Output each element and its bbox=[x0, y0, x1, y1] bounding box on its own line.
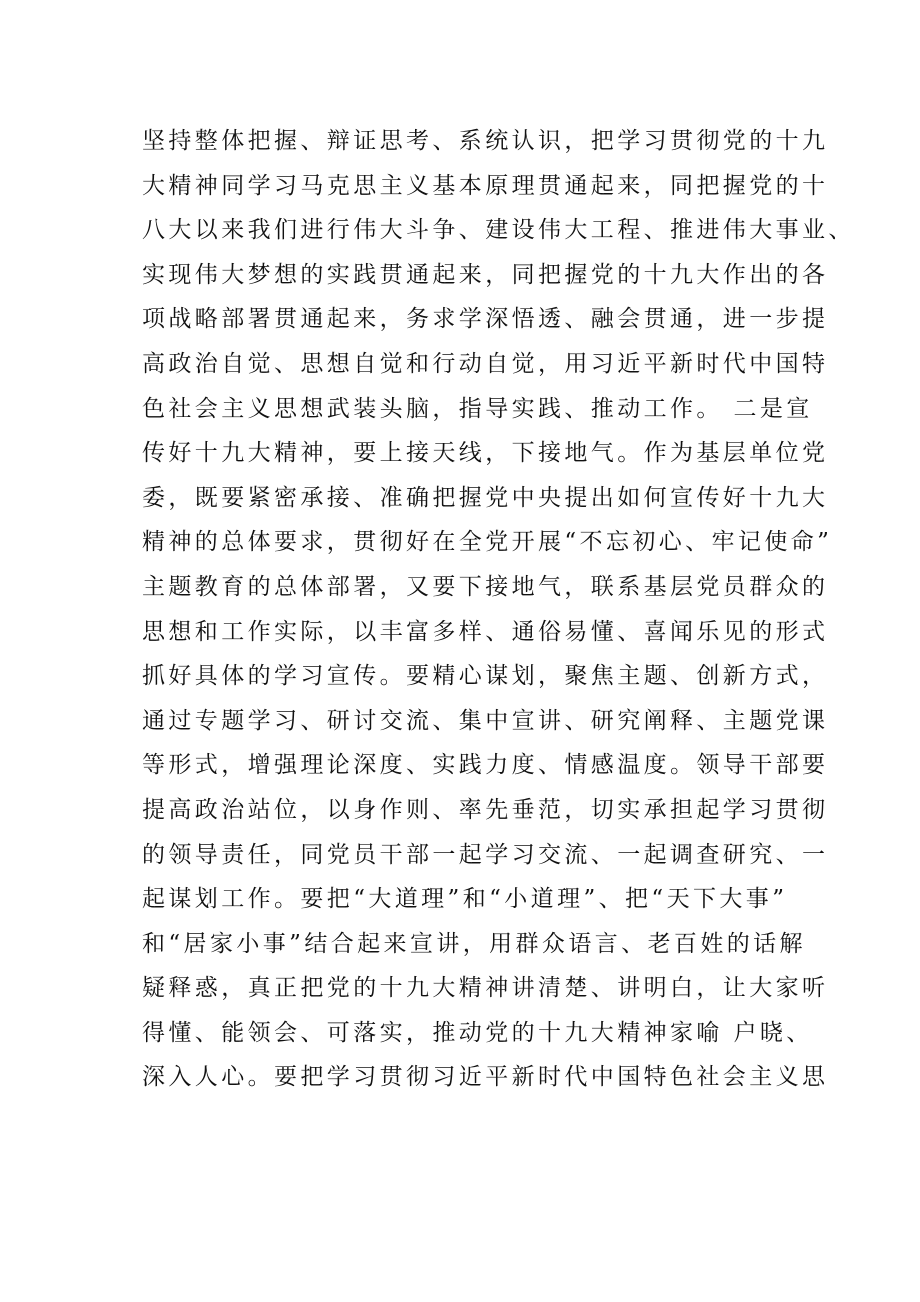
text-line: 等形式，增强理论深度、实践力度、情感温度。领导干部要 bbox=[142, 752, 829, 779]
text-line: 深入人心。要把学习贯彻习近平新时代中国特色社会主义思 bbox=[142, 1064, 829, 1091]
text-line: 大精神同学习马克思主义基本原理贯通起来，同把握党的十 bbox=[142, 172, 829, 199]
text-line: 精神的总体要求，贯彻好在全党开展“不忘初心、牢记使命” bbox=[142, 529, 833, 556]
text-line: 提高政治站位，以身作则、率先垂范，切实承担起学习贯彻 bbox=[142, 796, 829, 823]
text-line: 委，既要紧密承接、准确把握党中央提出如何宣传好十九大 bbox=[142, 484, 829, 511]
text-line: 传好十九大精神，要上接天线，下接地气。作为基层单位党 bbox=[142, 440, 829, 467]
text-line: 思想和工作实际，以丰富多样、通俗易懂、喜闻乐见的形式 bbox=[142, 618, 829, 645]
text-line: 起谋划工作。要把“大道理”和“小道理”、把“天下大事” bbox=[142, 886, 788, 913]
text-line: 得懂、能领会、可落实，推动党的十九大精神家喻 户晓、 bbox=[142, 1019, 813, 1046]
text-line: 八大以来我们进行伟大斗争、建设伟大工程、推进伟大事业、 bbox=[142, 217, 855, 244]
text-line: 坚持整体把握、辩证思考、系统认识，把学习贯彻党的十九 bbox=[142, 128, 829, 154]
text-line: 的领导责任，同党员干部一起学习交流、一起调查研究、一 bbox=[142, 841, 829, 868]
text-line: 实现伟大梦想的实践贯通起来，同把握党的十九大作出的各 bbox=[142, 261, 829, 288]
text-line: 抓好具体的学习宣传。要精心谋划，聚焦主题、创新方式， bbox=[142, 663, 829, 690]
text-line: 色社会主义思想武装头脑，指导实践、推动工作。 二是宣 bbox=[142, 395, 813, 422]
text-line: 疑释惑，真正把党的十九大精神讲清楚、讲明白，让大家听 bbox=[142, 975, 829, 1002]
text-line: 项战略部署贯通起来，务求学深悟透、融会贯通，进一步提 bbox=[142, 306, 829, 333]
text-line: 主题教育的总体部署，又要下接地气，联系基层党员群众的 bbox=[142, 573, 829, 600]
body-text bbox=[142, 119, 855, 1100]
text-line: 通过专题学习、研讨交流、集中宣讲、研究阐释、主题党课 bbox=[142, 707, 829, 734]
text-line: 和“居家小事”结合起来宣讲，用群众语言、老百姓的话解 bbox=[142, 930, 806, 957]
text-line: 高政治自觉、思想自觉和行动自觉，用习近平新时代中国特 bbox=[142, 350, 829, 377]
